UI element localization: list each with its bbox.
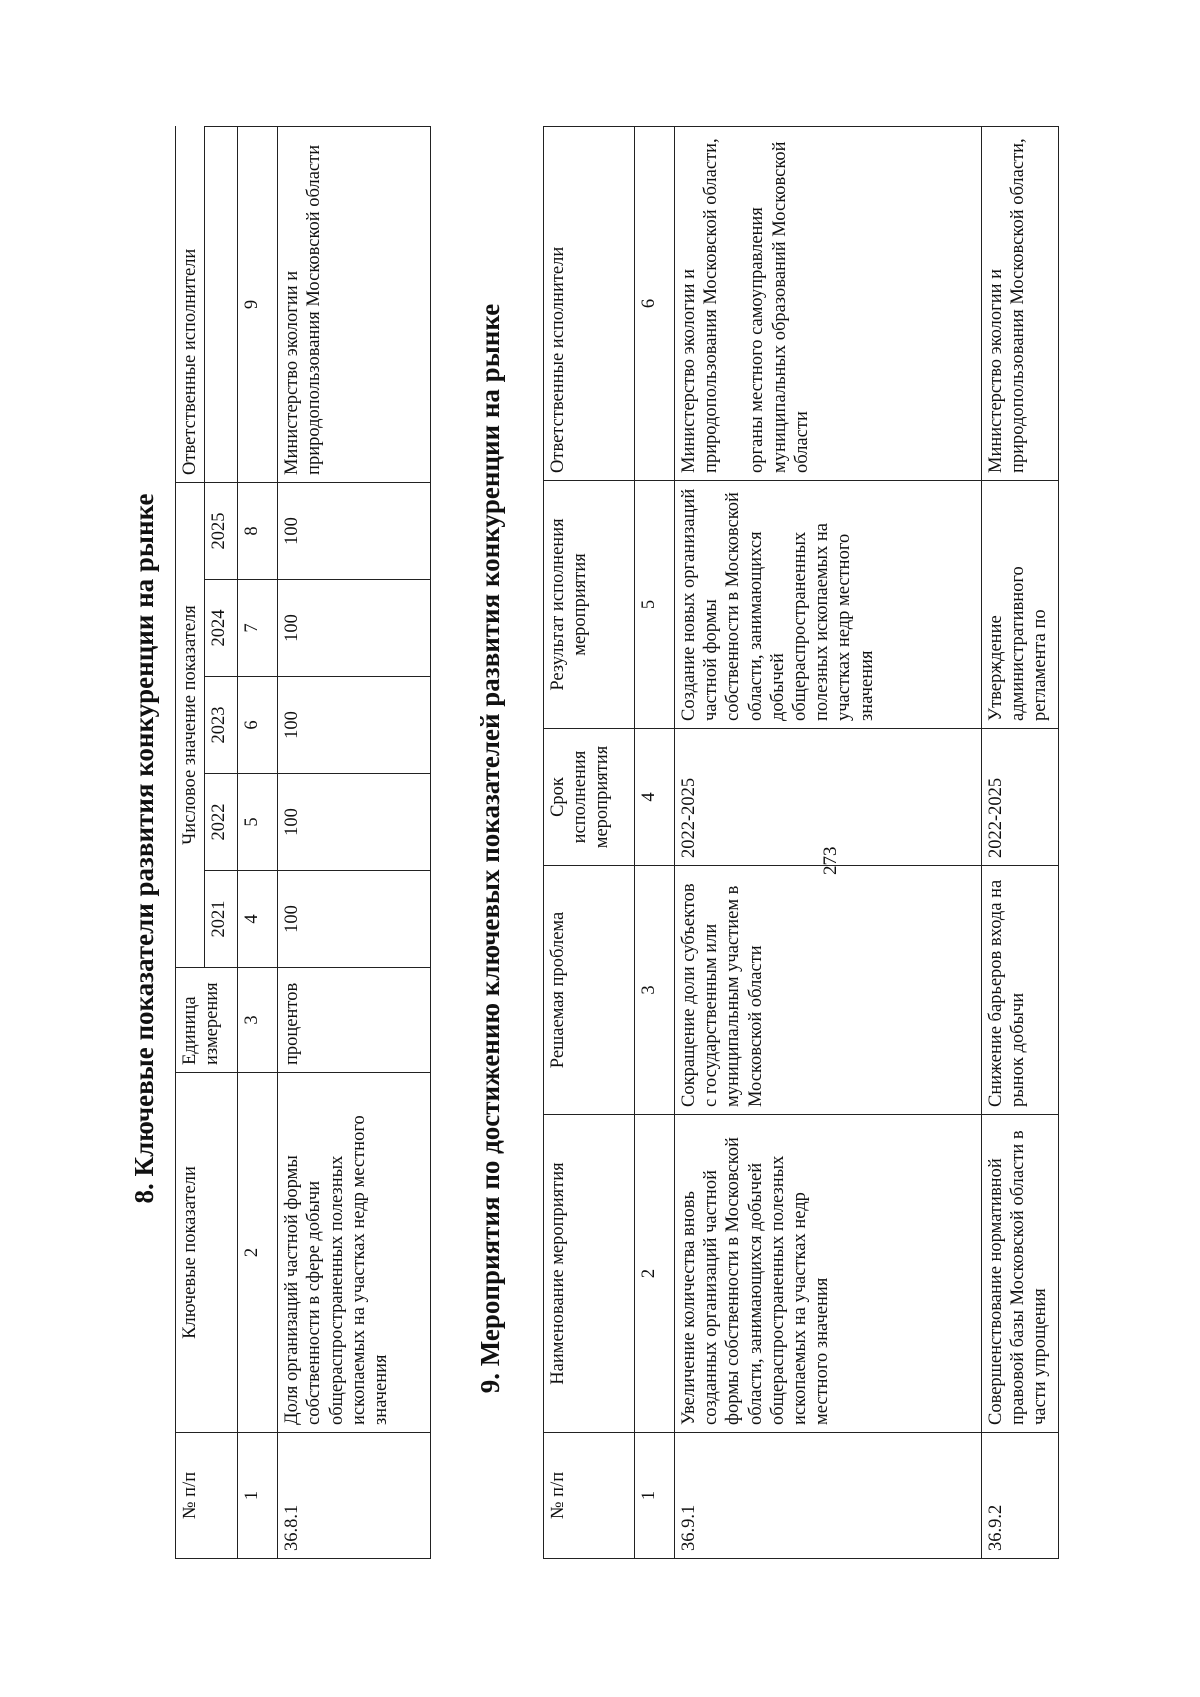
row-problem: Сокращение доли субъектов с государственным или муниципальным участием в Московской области xyxy=(675,866,982,1115)
header-numeric-value: Числовое значение показателя xyxy=(176,482,205,967)
column-number: 1 xyxy=(635,1433,675,1559)
row-unit: процентов xyxy=(278,968,431,1073)
row-name: Совершенствование нормативной правовой базы Московской области в части упрощения xyxy=(982,1115,1059,1433)
header-term: Срок исполнения мероприятия xyxy=(544,729,635,866)
header-problem: Решаемая проблема xyxy=(544,866,635,1115)
column-number: 9 xyxy=(238,126,278,482)
header-year: 2025 xyxy=(205,482,238,579)
row-num: 36.9.1 xyxy=(675,1433,982,1559)
header-year: 2022 xyxy=(205,774,238,871)
column-number: 1 xyxy=(238,1433,278,1559)
row-responsible: Министерство экологии и природопользования Московской области, xyxy=(982,127,1059,481)
header-year: 2024 xyxy=(205,580,238,677)
row-value-2022: 100 xyxy=(278,774,431,871)
header-responsible: Ответственные исполнители xyxy=(544,127,635,481)
row-name: Увеличение количества вновь созданных организаций частной формы собственности в Московской области, занимающихся добычей общераспространенных полезных ископаемых на участках недр местного значения xyxy=(675,1115,982,1433)
column-number: 5 xyxy=(635,481,675,729)
row-value-2023: 100 xyxy=(278,677,431,774)
row-value-2024: 100 xyxy=(278,580,431,677)
column-number: 4 xyxy=(238,871,278,968)
header-year: 2021 xyxy=(205,871,238,968)
header-num: № п/п xyxy=(176,1433,238,1559)
section-8-title: 8. Ключевые показатели развития конкуренции на рынке xyxy=(129,493,159,1204)
row-value-2021: 100 xyxy=(278,871,431,968)
row-term: 2022-2025 xyxy=(982,729,1059,866)
header-num: № п/п xyxy=(544,1433,635,1559)
column-number: 6 xyxy=(635,127,675,481)
row-indicator: Доля организаций частной формы собственности в сфере добычи общераспространенных полезных ископаемых на участках недр местного значения xyxy=(278,1073,431,1433)
column-number: 4 xyxy=(635,729,675,866)
column-number: 5 xyxy=(238,774,278,871)
header-unit: Единица измерения xyxy=(176,968,238,1073)
column-number: 2 xyxy=(635,1115,675,1433)
row-result: Создание новых организаций частной формы собственности в Московской области, занимающихся добычей общераспространенных полезных ископаемых на участках недр местного значения xyxy=(675,481,982,729)
header-responsible-continued xyxy=(205,126,238,482)
key-indicators-table xyxy=(175,126,431,1559)
row-num: 36.8.1 xyxy=(278,1433,431,1559)
header-indicators: Ключевые показатели xyxy=(176,1073,238,1433)
row-problem: Снижение барьеров входа на рынок добычи xyxy=(982,866,1059,1115)
row-responsible: Министерство экологии и природопользования Московской области xyxy=(278,126,431,482)
responsible-local-government: органы местного самоуправления муниципальных образований Московской области xyxy=(747,141,812,473)
header-year: 2023 xyxy=(205,677,238,774)
column-number: 2 xyxy=(238,1073,278,1433)
column-number: 8 xyxy=(238,482,278,579)
column-number: 3 xyxy=(635,866,675,1115)
row-responsible xyxy=(675,127,982,481)
row-term: 2022-2025 xyxy=(675,729,982,866)
header-name: Наименование мероприятия xyxy=(544,1115,635,1433)
page-number: 273 xyxy=(820,846,841,875)
column-number: 3 xyxy=(238,968,278,1073)
row-num: 36.9.2 xyxy=(982,1433,1059,1559)
row-value-2025: 100 xyxy=(278,482,431,579)
column-number: 7 xyxy=(238,580,278,677)
header-responsible: Ответственные исполнители xyxy=(176,126,205,482)
measures-table xyxy=(543,126,1059,1559)
section-9-title: 9. Мероприятия по достижению ключевых показателей развития конкуренции на рынке xyxy=(475,303,505,1394)
responsible-ministry: Министерство экологии и природопользования Московской области, xyxy=(679,138,722,473)
column-number: 6 xyxy=(238,677,278,774)
row-result: Утверждение административного регламента по xyxy=(982,481,1059,729)
header-result: Результат исполнения мероприятия xyxy=(544,481,635,729)
